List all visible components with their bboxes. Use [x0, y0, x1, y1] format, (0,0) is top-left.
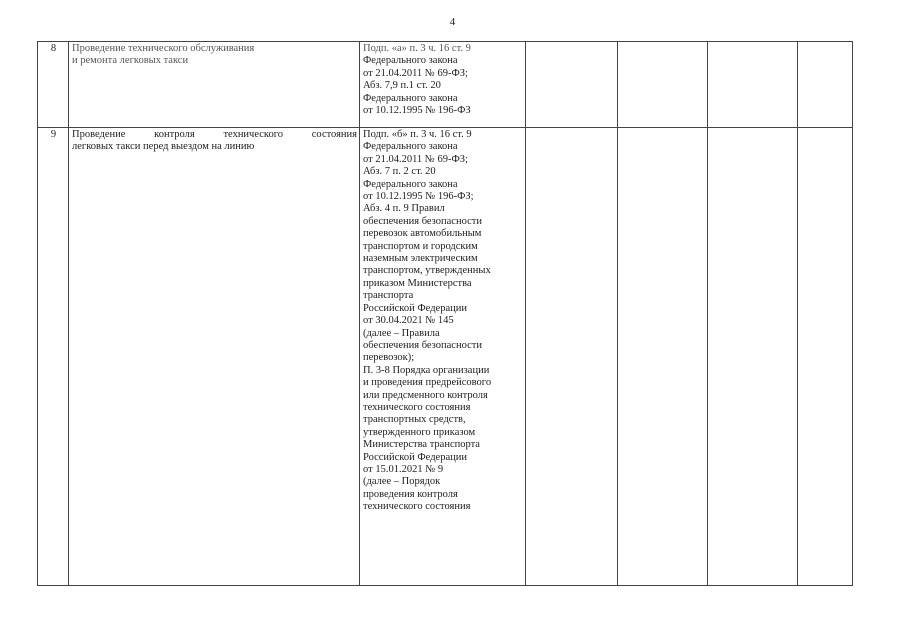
basis-line: Абз. 4 п. 9 Правил — [363, 203, 445, 215]
page-number: 4 — [449, 16, 456, 28]
basis-line: Абз. 7,9 п.1 ст. 20 — [363, 80, 441, 92]
basis-line: П. 3-8 Порядка организации — [363, 364, 490, 376]
description-line: легковых такси перед выездом на линию — [72, 141, 255, 153]
requirements-table — [37, 41, 853, 586]
empty-cell — [708, 42, 798, 128]
row-legal-basis — [360, 128, 526, 586]
basis-line: технического состояния — [363, 401, 471, 413]
basis-line: от 21.04.2011 № 69-ФЗ; — [363, 153, 468, 165]
basis-line: Федерального закона — [363, 55, 458, 67]
basis-line: обеспечения безопасности — [363, 215, 482, 227]
basis-line: (далее – Правила — [363, 327, 440, 339]
description-line: и ремонта легковых такси — [72, 55, 189, 67]
basis-line: транспорта — [363, 290, 414, 302]
empty-cell — [708, 128, 798, 586]
table-row — [38, 128, 853, 586]
basis-line: транспортом, утвержденных — [363, 265, 491, 277]
basis-line: утвержденного приказом — [363, 426, 476, 438]
row-number: 8 — [38, 42, 69, 128]
description-line: Проведение технического обслуживания — [72, 43, 255, 54]
empty-cell — [618, 42, 708, 128]
basis-line: от 21.04.2011 № 69-ФЗ; — [363, 67, 468, 79]
basis-line: или предсменного контроля — [363, 389, 488, 401]
basis-line: транспортных средств, — [363, 414, 466, 426]
basis-line: проведения контроля — [363, 488, 458, 500]
basis-line: Российской Федерации — [363, 451, 467, 463]
basis-line: перевозок); — [363, 352, 415, 364]
basis-line: от 15.01.2021 № 9 — [363, 463, 444, 475]
basis-line: перевозок автомобильным — [363, 228, 482, 240]
empty-cell — [618, 128, 708, 586]
empty-cell — [526, 128, 618, 586]
empty-cell — [798, 42, 853, 128]
basis-line: Подп. «б» п. 3 ч. 16 ст. 9 — [363, 129, 472, 140]
basis-line: от 10.12.1995 № 196-ФЗ; — [363, 191, 474, 203]
basis-line: транспортом и городским — [363, 240, 478, 252]
row-description — [69, 128, 360, 586]
basis-line: Федерального закона — [363, 178, 458, 190]
basis-line: наземным электрическим — [363, 253, 478, 265]
basis-line: Федерального закона — [363, 141, 458, 153]
basis-line: от 10.12.1995 № 196-ФЗ — [363, 105, 471, 117]
table-row — [38, 42, 853, 128]
basis-line: приказом Министерства — [363, 277, 472, 289]
basis-line: от 30.04.2021 № 145 — [363, 315, 454, 327]
basis-line: Федерального закона — [363, 92, 458, 104]
basis-line: Абз. 7 п. 2 ст. 20 — [363, 166, 436, 178]
empty-cell — [526, 42, 618, 128]
basis-line: Российской Федерации — [363, 302, 467, 314]
basis-line: (далее – Порядок — [363, 476, 441, 488]
basis-line: и проведения предрейсового — [363, 377, 492, 389]
basis-line: Подп. «а» п. 3 ч. 16 ст. 9 — [363, 43, 471, 54]
basis-line: технического состояния — [363, 501, 471, 513]
row-description — [69, 42, 360, 128]
description-line: Проведение контроля технического состояния — [72, 129, 357, 140]
basis-line: Министерства транспорта — [363, 439, 480, 451]
basis-line: обеспечения безопасности — [363, 339, 482, 351]
empty-cell — [798, 128, 853, 586]
row-number: 9 — [38, 128, 69, 586]
row-legal-basis — [360, 42, 526, 128]
